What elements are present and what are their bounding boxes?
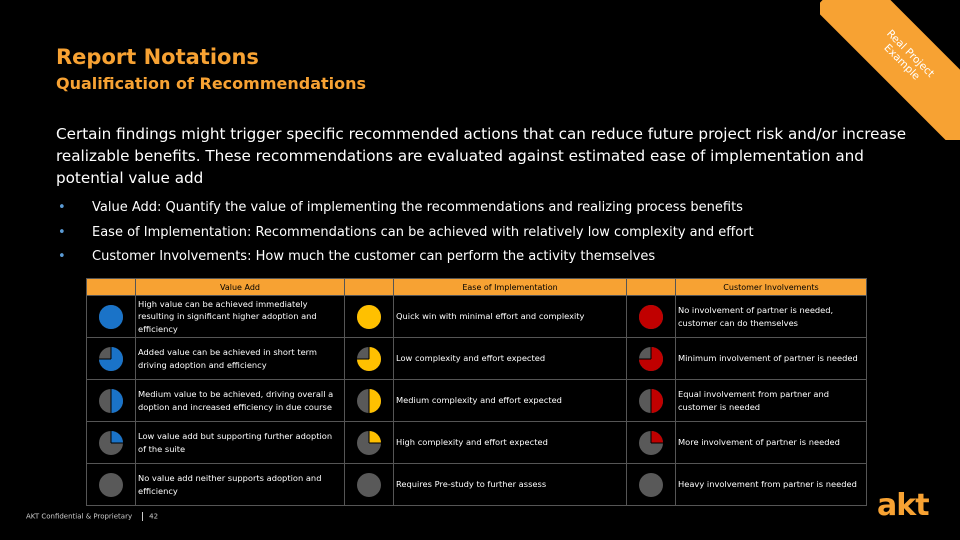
pie-fill (651, 389, 663, 413)
customer-harvey-ball-icon (627, 380, 676, 422)
bullet-item: • Ease of Implementation: Recommendations can be achieved with relatively low complexity and effort (56, 223, 936, 248)
header-value-add: Value Add (136, 279, 345, 296)
ease-harvey-ball-icon (345, 338, 394, 380)
table-row (87, 380, 867, 422)
bullet-item: • Value Add: Quantify the value of implementing the recommendations and realizing process benefits (56, 198, 936, 223)
value-description: Low value add but supporting further adoption of the suite (136, 422, 345, 464)
ease-description: Low complexity and effort expected (394, 338, 627, 380)
table-row (87, 464, 867, 506)
value-description: Medium value to be achieved, driving overall a doption and increased efficiency in due course (136, 380, 345, 422)
akt-logo: akt (877, 488, 929, 523)
ease-description: High complexity and effort expected (394, 422, 627, 464)
notation-table (86, 278, 867, 506)
value-harvey-ball-icon (87, 464, 136, 506)
footer-text: AKT Confidential & Proprietary (26, 512, 133, 521)
badge-text: Real Project Example (881, 27, 937, 83)
value-description: High value can be achieved immediately resulting in significant higher adoption and efficiency (136, 296, 345, 338)
customer-harvey-ball-icon (627, 422, 676, 464)
page-title: Report Notations (56, 45, 259, 69)
ease-description: Medium complexity and effort expected (394, 380, 627, 422)
page-number: 42 (149, 512, 159, 521)
value-description: No value add neither supports adoption and efficiency (136, 464, 345, 506)
intro-paragraph: Certain findings might trigger specific recommended actions that can reduce future project risk and/or increase realizable benefits. These recommendations are evaluated against estimated ease of implementation and potential value add (56, 125, 907, 187)
value-harvey-ball-icon (87, 380, 136, 422)
table-row (87, 296, 867, 338)
customer-description: Heavy involvement from partner is needed (676, 464, 867, 506)
table-header-row (87, 279, 867, 296)
customer-description: More involvement of partner is needed (676, 422, 867, 464)
footer (26, 512, 158, 521)
ease-harvey-ball-icon (345, 380, 394, 422)
customer-description: Minimum involvement of partner is needed (676, 338, 867, 380)
header-icon-cell (345, 279, 394, 296)
pie-fill (369, 431, 381, 443)
header-customer: Customer Involvements (676, 279, 867, 296)
ease-description: Requires Pre-study to further assess (394, 464, 627, 506)
ease-harvey-ball-icon (345, 422, 394, 464)
bullet-item: • Customer Involvements: How much the customer can perform the activity themselves (56, 247, 936, 272)
real-project-badge (820, 0, 960, 140)
header-ease: Ease of Implementation (394, 279, 627, 296)
bullet-icon: • (58, 249, 66, 264)
value-harvey-ball-icon (87, 422, 136, 464)
header-icon-cell (87, 279, 136, 296)
ease-harvey-ball-icon (345, 464, 394, 506)
value-description: Added value can be achieved in short term driving adoption and efficiency (136, 338, 345, 380)
value-harvey-ball-icon (87, 296, 136, 338)
bullet-icon: • (58, 224, 66, 240)
ease-harvey-ball-icon (345, 296, 394, 338)
customer-harvey-ball-icon (627, 464, 676, 506)
customer-harvey-ball-icon (627, 338, 676, 380)
value-harvey-ball-icon (87, 338, 136, 380)
pie-fill (111, 389, 123, 413)
pie-fill (639, 305, 663, 329)
pie-fill (369, 389, 381, 413)
footer-divider (142, 512, 143, 521)
bullet-list (56, 198, 936, 272)
bullet-icon: • (58, 200, 66, 215)
ease-description: Quick win with minimal effort and complexity (394, 296, 627, 338)
pie-fill (357, 305, 381, 329)
table-row (87, 338, 867, 380)
page-subtitle: Qualification of Recommendations (56, 74, 367, 93)
pie-fill (99, 305, 123, 329)
table-row (87, 422, 867, 464)
customer-description: No involvement of partner is needed, customer can do themselves (676, 296, 867, 338)
header-icon-cell (627, 279, 676, 296)
customer-description: Equal involvement from partner and customer is needed (676, 380, 867, 422)
customer-harvey-ball-icon (627, 296, 676, 338)
pie-fill (651, 431, 663, 443)
pie-fill (111, 431, 123, 443)
